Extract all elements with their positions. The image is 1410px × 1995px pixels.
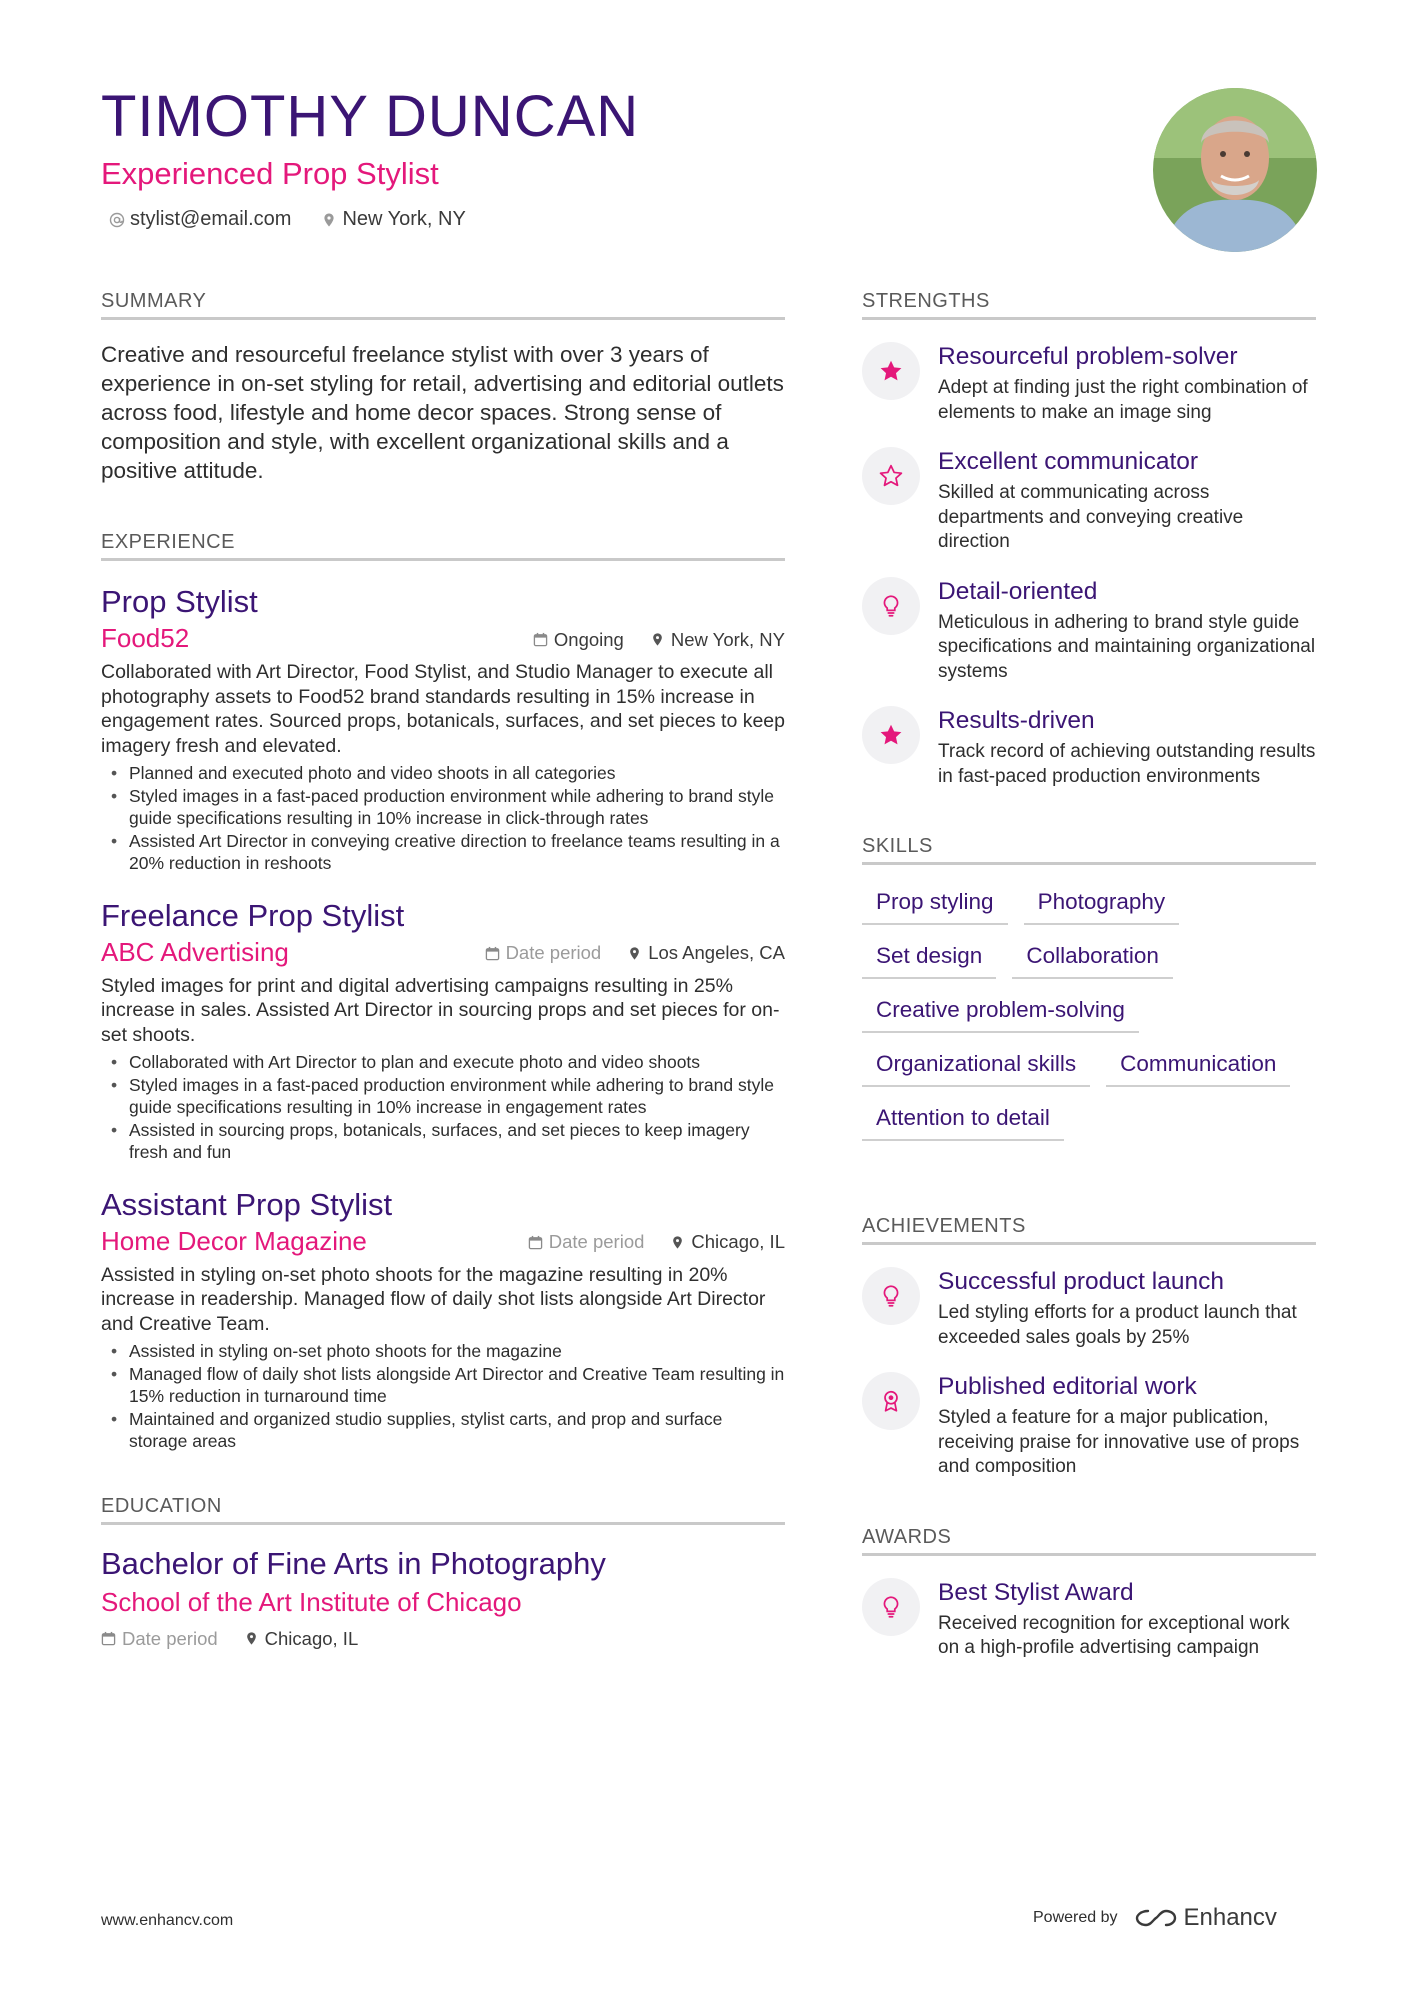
enhancv-logo[interactable] (1134, 1904, 1277, 1932)
award-item (862, 1578, 1316, 1661)
star-filled-icon (878, 358, 904, 384)
education-date-text: Date period (122, 1627, 218, 1649)
skill-tag: Photography (1024, 887, 1180, 925)
award-ribbon-icon (878, 1388, 904, 1414)
job-bullets (101, 1051, 785, 1164)
calendar-icon (528, 1235, 543, 1250)
strength-title: Resourceful problem-solver (938, 343, 1238, 370)
candidate-name: TIMOTHY DUNCAN (101, 84, 640, 149)
job-location (627, 942, 785, 964)
skill-tag: Creative problem-solving (862, 995, 1139, 1033)
achievement-desc: Styled a feature for a major publication, receiving praise for innovative use of props and composition (938, 1407, 1300, 1477)
job-date (528, 1231, 645, 1253)
strength-item (862, 447, 1316, 555)
experience-heading: EXPERIENCE (101, 531, 785, 561)
map-pin-icon (627, 946, 642, 961)
education-location-text: Chicago, IL (264, 1627, 359, 1649)
brand-name: Enhancv (1183, 1904, 1277, 1931)
education-location (244, 1628, 359, 1650)
strength-title: Detail-oriented (938, 577, 1098, 605)
avatar (1153, 88, 1317, 252)
list-item: • Collaborated with Art Director to plan and execute photo and video shoots (129, 1051, 785, 1074)
education-item (101, 1545, 785, 1650)
location-text: New York, NY (342, 208, 466, 230)
footer-url[interactable]: www.enhancv.com (101, 1912, 234, 1929)
award-title: Best Stylist Award (938, 1578, 1134, 1606)
job-description: Collaborated with Art Director, Food Stylist, and Studio Manager to execute all photography assets to Food52 brand standards resulting in 15% increase in engagement rates. Sourced props, botanicals, surfaces, and set pieces to keep imagery fresh and elevated. (101, 661, 785, 757)
contact-row (101, 208, 1101, 231)
achievement-title: Successful product launch (938, 1268, 1224, 1295)
strength-item (862, 577, 1316, 685)
job-company: ABC Advertising (101, 936, 289, 967)
calendar-icon (485, 946, 500, 961)
achievement-desc: Led styling efforts for a product launch that exceeded sales goals by 25% (938, 1302, 1297, 1348)
awards-heading: AWARDS (862, 1526, 1316, 1556)
skill-tag: Communication (1106, 1049, 1290, 1087)
experience-item (101, 583, 785, 875)
enhancv-logo-icon (1134, 1907, 1178, 1929)
map-pin-icon (670, 1235, 685, 1250)
strength-desc: Meticulous in adhering to brand style guide specifications and maintaining organizational systems (938, 611, 1316, 682)
strength-item (862, 706, 1316, 789)
job-location (670, 1231, 785, 1253)
resume-header (101, 82, 1101, 231)
strength-desc: Skilled at communicating across departments and conveying creative direction (938, 482, 1244, 552)
list-item: • Assisted in styling on-set photo shoots for the magazine (129, 1340, 785, 1363)
award-icon-circle (862, 1578, 920, 1636)
list-item: • Assisted in sourcing props, botanicals, surfaces, and set pieces to keep imagery fresh and fun (129, 1119, 785, 1164)
star-filled-icon (878, 722, 904, 748)
skills-heading: SKILLS (862, 835, 1316, 865)
map-pin-icon (650, 632, 665, 647)
email-text: stylist@email.com (130, 208, 292, 230)
job-date (485, 942, 602, 964)
strength-icon-circle (862, 342, 920, 400)
strength-desc: Track record of achieving outstanding results in fast-paced production environments (938, 741, 1316, 787)
left-column (101, 290, 785, 1650)
job-date-text: Ongoing (553, 628, 624, 650)
right-column (862, 290, 1316, 1661)
skill-tag: Collaboration (1012, 941, 1173, 979)
education-degree: Bachelor of Fine Arts in Photography (101, 1545, 606, 1581)
experience-item (101, 897, 785, 1164)
calendar-icon (533, 632, 548, 647)
skill-tag: Prop styling (862, 887, 1008, 925)
list-item: • Styled images in a fast-paced production environment while adhering to brand style guide specifications resulting in 10% increase in click-through rates (129, 785, 785, 830)
summary-text: Creative and resourceful freelance stylist with over 3 years of experience in on-set styling for retail, advertising and editorial outlets across food, lifestyle and home decor spaces. Strong sense of composition and style, with excellent organizational skills and a positive attitude. (101, 342, 784, 483)
job-role: Freelance Prop Stylist (101, 897, 405, 933)
strengths-heading: STRENGTHS (862, 290, 1316, 320)
achievement-item (862, 1372, 1316, 1480)
at-sign-icon (109, 212, 125, 228)
achievement-item (862, 1267, 1316, 1350)
list-item: • Planned and executed photo and video shoots in all categories (129, 762, 785, 785)
job-date-text: Date period (505, 942, 602, 963)
achievement-icon-circle (862, 1267, 920, 1325)
strength-icon-circle (862, 577, 920, 635)
education-heading: EDUCATION (101, 1495, 785, 1525)
lightbulb-icon (878, 593, 904, 619)
email-contact[interactable] (109, 208, 291, 231)
job-role: Assistant Prop Stylist (101, 1186, 393, 1222)
map-pin-icon (321, 212, 337, 228)
job-bullets (101, 1340, 785, 1453)
job-company: Food52 (101, 623, 190, 653)
summary-heading: SUMMARY (101, 290, 785, 320)
education-date (101, 1628, 218, 1650)
calendar-icon (101, 1631, 116, 1646)
skill-tag: Set design (862, 941, 996, 979)
powered-by-text: Powered by (1033, 1909, 1118, 1926)
skill-tag: Organizational skills (862, 1049, 1090, 1087)
list-item: • Styled images in a fast-paced production environment while adhering to brand style guide specifications resulting in 10% increase in engagement rates (129, 1074, 785, 1119)
list-item: • Assisted Art Director in conveying creative direction to freelance teams resulting in a 20% reduction in reshoots (129, 830, 785, 875)
map-pin-icon (244, 1631, 259, 1646)
skills-list (862, 887, 1316, 1141)
job-location-text: Chicago, IL (691, 1231, 785, 1252)
list-item: • Managed flow of daily shot lists alongside Art Director and Creative Team resulting in 15% reduction in turnaround time (129, 1363, 785, 1408)
job-date-text: Date period (548, 1231, 645, 1252)
achievement-title: Published editorial work (938, 1373, 1197, 1400)
lightbulb-icon (878, 1594, 904, 1620)
strength-icon-circle (862, 706, 920, 764)
list-item: • Maintained and organized studio supplies, stylist carts, and prop and surface storage areas (129, 1408, 785, 1453)
star-outline-icon (878, 463, 904, 489)
job-role: Prop Stylist (101, 584, 258, 619)
strength-item (862, 342, 1316, 425)
strength-title: Excellent communicator (938, 448, 1199, 475)
job-bullets (101, 762, 785, 875)
location-contact (321, 208, 465, 231)
strength-desc: Adept at finding just the right combination of elements to make an image sing (938, 377, 1308, 423)
job-location (650, 629, 785, 651)
job-date (533, 629, 624, 651)
skill-tag: Attention to detail (862, 1103, 1064, 1141)
job-company: Home Decor Magazine (101, 1225, 367, 1256)
job-location-text: Los Angeles, CA (648, 942, 785, 963)
strength-icon-circle (862, 447, 920, 505)
job-location-text: New York, NY (670, 628, 785, 650)
job-description: Assisted in styling on-set photo shoots for the magazine resulting in 20% increase in readership. Managed flow of daily shot lists alongside Art Director and Creative Team. (101, 1263, 766, 1335)
lightbulb-icon (878, 1283, 904, 1309)
achievements-heading: ACHIEVEMENTS (862, 1215, 1316, 1245)
job-description: Styled images for print and digital advertising campaigns resulting in 25% increase in sales. Assisted Art Director in sourcing props and set pieces for on-set shoots. (101, 974, 780, 1046)
candidate-title: Experienced Prop Stylist (101, 156, 439, 191)
achievement-icon-circle (862, 1372, 920, 1430)
footer-brand (1033, 1904, 1277, 1932)
profile-photo (1153, 88, 1317, 252)
education-school: School of the Art Institute of Chicago (101, 1586, 522, 1617)
award-desc: Received recognition for exceptional work on a high-profile advertising campaign (938, 1612, 1290, 1658)
strength-title: Results-driven (938, 707, 1095, 734)
experience-item (101, 1186, 785, 1453)
